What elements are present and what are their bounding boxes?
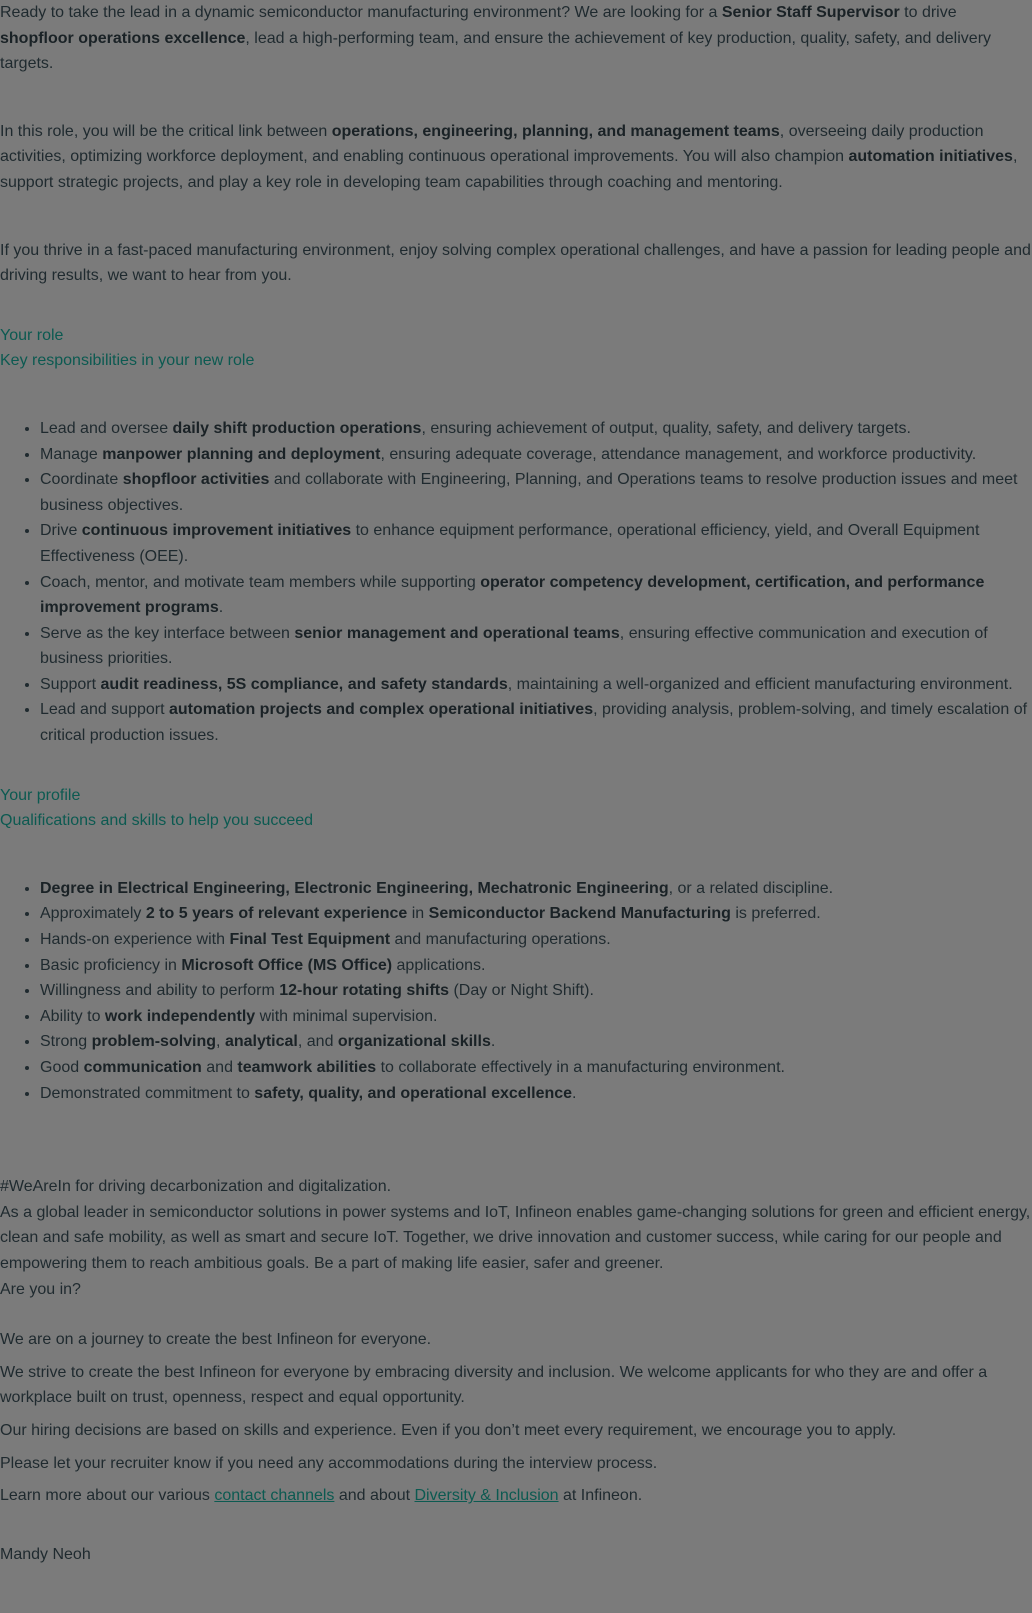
bold-text: problem-solving <box>91 1033 217 1051</box>
list-item <box>40 1055 1032 1081</box>
intro-paragraph-3 <box>0 238 1032 289</box>
text-span: and <box>201 1059 238 1076</box>
profile-subheading: Qualifications and skills to help you succeed <box>0 812 314 830</box>
text-span: In this role, you will be the critical link between <box>0 122 332 140</box>
text-span: Ability to <box>40 1007 105 1025</box>
text-span: . <box>218 599 224 617</box>
bold-text: safety, quality, and operational excellence <box>254 1084 573 1102</box>
text-span: applications. <box>392 956 486 974</box>
bold-text: daily shift production operations <box>172 419 422 437</box>
list-item <box>40 901 1032 927</box>
text-span: , and <box>297 1033 338 1051</box>
text-span: Basic proficiency in <box>40 956 182 974</box>
text-span: , support strategic projects, and play a key role in developing team capabilities through coaching and mentoring. <box>0 148 1018 191</box>
text-span: . <box>572 1084 577 1102</box>
bold-text: work independently <box>104 1007 256 1025</box>
bold-text: operations, engineering, planning, and management teams <box>331 122 780 140</box>
text-span: If you thrive in a fast-paced manufacturing environment, enjoy solving complex operational challenges, and have a passion for leading people and driving results, we want to hear from you. <box>0 241 1031 285</box>
text-span: , ensuring effective communication and execution of business priorities. <box>40 624 988 668</box>
qualifications-list <box>0 876 1032 1106</box>
bold-text: manpower planning and deployment <box>102 445 381 463</box>
text-span: , providing analysis, problem-solving, and timely escalation of critical production issues. <box>40 701 1028 745</box>
text-span: and collaborate with Engineering, Planning, and Operations teams to resolve production issues and meet business objectives. <box>40 471 1018 514</box>
text-span: Hands-on experience with <box>40 931 230 949</box>
bold-text: automation projects and complex operational initiatives <box>169 701 594 719</box>
text-span: Willingness and ability to perform <box>40 982 280 1000</box>
bold-text: shopfloor activities <box>122 471 270 489</box>
role-subheading: Key responsibilities in your new role <box>0 352 255 370</box>
bold-text: audit readiness, 5S compliance, and safety standards <box>100 675 508 693</box>
learn-more-suffix: at Infineon. <box>558 1487 643 1505</box>
text-span: , overseeing daily production activities, optimizing workforce deployment, and enabling continuous operational improvements. You will also champion <box>0 122 984 166</box>
text-span: (Day or Night Shift). <box>449 982 594 1000</box>
bold-text: Semiconductor Backend Manufacturing <box>428 905 731 923</box>
text-span: to enhance equipment performance, operational efficiency, yield, and Overall Equipment Effectiveness (OEE). <box>40 522 980 565</box>
bold-text: Final Test Equipment <box>229 931 391 949</box>
list-item <box>40 697 1032 748</box>
bold-text: teamwork abilities <box>237 1059 377 1076</box>
bold-text: continuous improvement initiatives <box>81 522 352 540</box>
bold-text: analytical <box>224 1033 298 1051</box>
diversity-hiring: Our hiring decisions are based on skills and experience. Even if you don’t meet every requirement, we encourage you to apply. <box>0 1421 897 1439</box>
bold-text: senior management and operational teams <box>294 624 620 642</box>
intro-paragraph-1 <box>0 0 1032 77</box>
bold-text: 2 to 5 years of relevant experience <box>145 905 408 923</box>
bold-text: operator competency development, certification, and performance improvement programs <box>40 573 985 617</box>
list-item <box>40 416 1032 442</box>
list-item <box>40 570 1032 621</box>
bold-text: Microsoft Office (MS Office) <box>181 956 393 974</box>
text-span: with minimal supervision. <box>255 1007 438 1025</box>
contact-channels-link[interactable]: contact channels <box>214 1487 335 1505</box>
diversity-strive: We strive to create the best Infineon for everyone by embracing diversity and inclusion. We welcome applicants for who they are and offer a workplace built on trust, openness, respect and equal opportunity. <box>0 1363 988 1407</box>
text-span: , <box>216 1033 225 1051</box>
text-span: Approximately <box>40 905 146 923</box>
company-tagline: #WeAreIn for driving decarbonization and digitalization. <box>0 1178 392 1196</box>
profile-heading: Your profile <box>0 786 81 804</box>
learn-more-prefix: Learn more about our various <box>0 1487 215 1505</box>
list-item <box>40 927 1032 953</box>
text-span: to collaborate effectively in a manufacturing environment. <box>376 1059 785 1076</box>
bold-text: organizational skills <box>337 1033 491 1051</box>
diversity-inclusion-link[interactable]: Diversity & Inclusion <box>414 1487 559 1505</box>
text-span: Coordinate <box>40 471 123 489</box>
company-description: As a global leader in semiconductor solutions in power systems and IoT, Infineon enables game-changing solutions for green and efficient energy, clean and safe mobility, as well as smart and secure IoT. Together, we drive innovation and customer success, while caring for our people and empowering them to reach ambitious goals. Be a part of making life easier, safer and greener. <box>0 1203 1031 1272</box>
text-span: is preferred. <box>730 905 821 923</box>
text-span: Lead and support <box>40 701 169 719</box>
list-item <box>40 953 1032 979</box>
list-item <box>40 672 1032 698</box>
text-span: . <box>490 1033 496 1051</box>
bold-text: 12-hour rotating shifts <box>279 982 449 1000</box>
diversity-accommodations: Please let your recruiter know if you need any accommodations during the interview process. <box>0 1454 658 1472</box>
list-item <box>40 978 1032 1004</box>
intro-paragraph-2 <box>0 119 1032 196</box>
text-span: Coach, mentor, and motivate team members while supporting <box>40 573 481 591</box>
text-span: Manage <box>40 445 103 463</box>
text-span: and manufacturing operations. <box>390 931 611 949</box>
bold-text: shopfloor operations excellence <box>0 29 246 47</box>
list-item <box>40 1004 1032 1030</box>
text-span: , lead a high-performing team, and ensure the achievement of key production, quality, safety, and delivery targets. <box>0 29 992 73</box>
bold-text: Senior Staff Supervisor <box>721 4 900 21</box>
text-span: Demonstrated commitment to <box>40 1084 255 1102</box>
learn-more-line <box>0 1483 1032 1509</box>
text-span: Support <box>40 675 101 693</box>
text-span: Ready to take the lead in a dynamic semiconductor manufacturing environment? We are looking for a <box>0 4 722 21</box>
bold-text: communication <box>83 1059 202 1076</box>
responsibilities-list <box>0 416 1032 749</box>
recruiter-name: Mandy Neoh <box>0 1545 91 1563</box>
text-span: , ensuring achievement of output, quality, safety, and delivery targets. <box>421 419 911 437</box>
text-span: Serve as the key interface between <box>40 624 295 642</box>
role-heading: Your role <box>0 326 64 344</box>
text-span: Lead and oversee <box>40 419 173 437</box>
list-item <box>40 467 1032 518</box>
list-item <box>40 442 1032 468</box>
bold-text: Degree in Electrical Engineering, Electronic Engineering, Mechatronic Engineering <box>40 879 669 897</box>
learn-more-middle: and about <box>334 1487 415 1505</box>
company-question: Are you in? <box>0 1280 81 1298</box>
list-item <box>40 1081 1032 1107</box>
text-span: Good <box>40 1059 84 1076</box>
diversity-journey: We are on a journey to create the best Infineon for everyone. <box>0 1331 432 1349</box>
text-span: in <box>407 905 429 923</box>
text-span: Drive <box>40 522 82 540</box>
text-span: Strong <box>40 1033 92 1051</box>
bold-text: automation initiatives <box>848 148 1013 166</box>
text-span: , or a related discipline. <box>668 879 834 897</box>
list-item <box>40 876 1032 902</box>
text-span: , ensuring adequate coverage, attendance management, and workforce productivity. <box>380 445 977 463</box>
list-item <box>40 1029 1032 1055</box>
list-item <box>40 518 1032 569</box>
text-span: , maintaining a well-organized and efficient manufacturing environment. <box>507 675 1013 693</box>
text-span: to drive <box>899 4 957 21</box>
list-item <box>40 621 1032 672</box>
